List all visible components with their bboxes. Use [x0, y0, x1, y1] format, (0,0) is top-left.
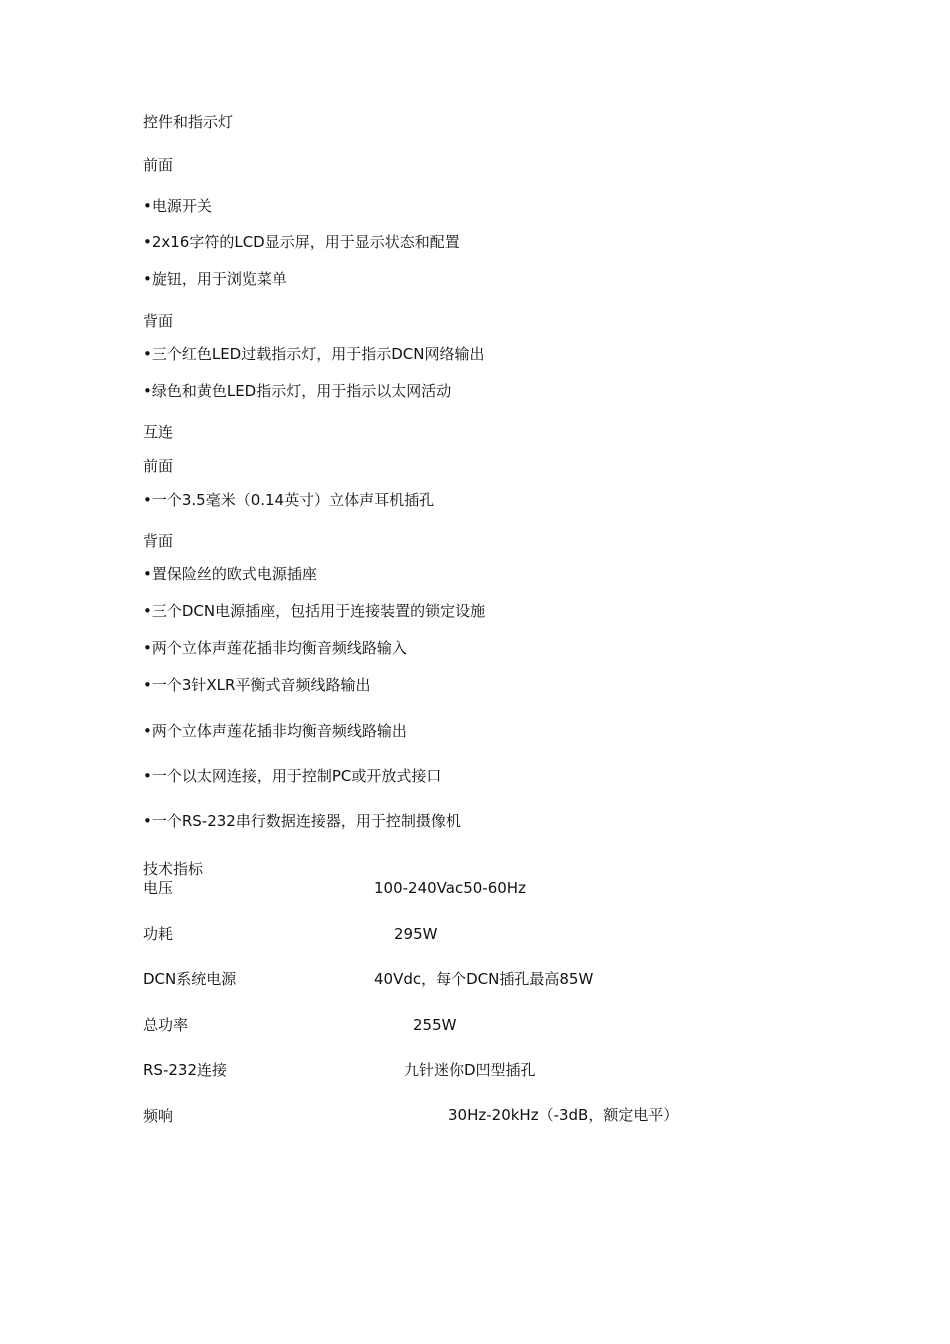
spec-label: RS-232连接 [143, 1061, 227, 1079]
list-item: •电源开关 [143, 197, 212, 215]
spec-value: 295W [394, 925, 438, 943]
spec-value: 100-240Vac50-60Hz [374, 879, 526, 897]
subheading-front: 前面 [143, 156, 174, 174]
section-heading-interconnect: 互连 [143, 423, 174, 441]
list-item: •一个3针XLR平衡式音频线路输出 [143, 676, 371, 694]
spec-label: 电压 [143, 879, 174, 897]
list-item: •两个立体声莲花插非均衡音频线路输出 [143, 722, 407, 740]
list-item: •两个立体声莲花插非均衡音频线路输入 [143, 639, 407, 657]
spec-label: 功耗 [143, 925, 174, 943]
list-item: •三个红色LED过载指示灯，用于指示DCN网络输出 [143, 345, 485, 363]
list-item: •2x16字符的LCD显示屏，用于显示状态和配置 [143, 233, 460, 251]
spec-label: DCN系统电源 [143, 970, 237, 988]
section-heading-controls: 控件和指示灯 [143, 113, 234, 131]
list-item: •旋钮，用于浏览菜单 [143, 270, 287, 288]
section-heading-specs: 技术指标 [143, 860, 204, 878]
subheading-back: 背面 [143, 532, 174, 550]
list-item: •置保险丝的欧式电源插座 [143, 565, 317, 583]
spec-label: 总功率 [143, 1016, 189, 1034]
spec-value: 30Hz-20kHz（-3dB，额定电平） [448, 1106, 679, 1124]
spec-label: 频响 [143, 1107, 174, 1125]
list-item: •一个3.5毫米（0.14英寸）立体声耳机插孔 [143, 491, 435, 509]
spec-value: 九针迷你D凹型插孔 [404, 1061, 536, 1079]
spec-value: 40Vdc，每个DCN插孔最高85W [374, 970, 594, 988]
subheading-back: 背面 [143, 312, 174, 330]
list-item: •一个以太网连接，用于控制PC或开放式接口 [143, 767, 442, 785]
list-item: •三个DCN电源插座，包括用于连接装置的锁定设施 [143, 602, 486, 620]
list-item: •一个RS-232串行数据连接器，用于控制摄像机 [143, 812, 461, 830]
spec-value: 255W [413, 1016, 457, 1034]
subheading-front: 前面 [143, 457, 174, 475]
list-item: •绿色和黄色LED指示灯，用于指示以太网活动 [143, 382, 452, 400]
